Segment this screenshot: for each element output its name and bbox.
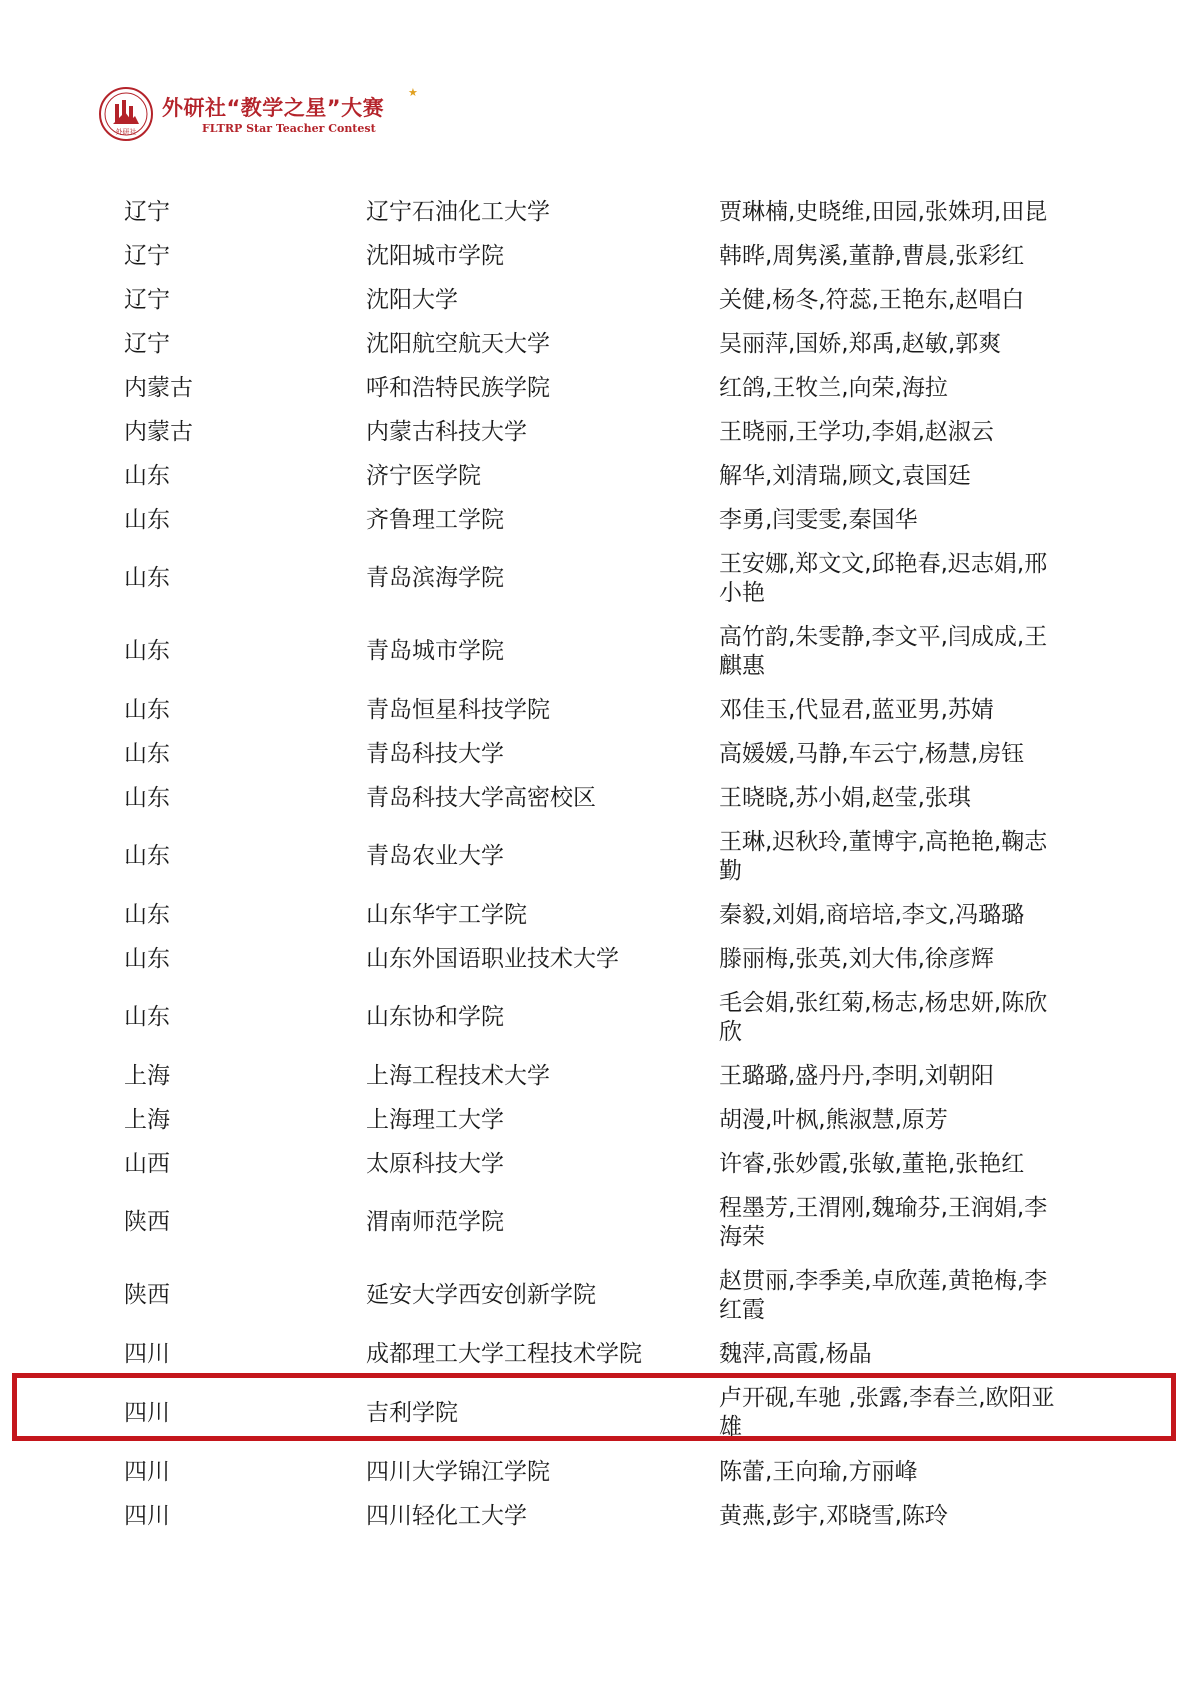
names-cell: 毛会娟,张红菊,杨志,杨忠妍,陈欣欣 <box>719 989 1048 1045</box>
table-row <box>0 542 1190 615</box>
names-cell: 秦毅,刘娟,商培培,李文,冯璐璐 <box>719 901 1025 928</box>
school-cell: 青岛城市学院 <box>366 638 504 664</box>
school-cell: 沈阳航空航天大学 <box>366 330 550 357</box>
table-row <box>0 1450 1190 1494</box>
table-row <box>0 454 1190 498</box>
province-cell: 山西 <box>124 1150 170 1177</box>
table-row <box>0 498 1190 542</box>
table-row <box>0 981 1190 1054</box>
province-cell: 山东 <box>124 901 170 928</box>
school-cell: 山东外国语职业技术大学 <box>366 945 619 972</box>
school-cell: 太原科技大学 <box>366 1150 504 1177</box>
province-cell: 内蒙古 <box>124 374 193 401</box>
school-cell: 青岛滨海学院 <box>366 565 504 591</box>
names-cell: 王璐璐,盛丹丹,李明,刘朝阳 <box>719 1062 994 1089</box>
names-cell: 贾琳楠,史晓维,田园,张姝玥,田昆 <box>719 198 1048 225</box>
province-cell: 辽宁 <box>124 198 170 225</box>
province-cell: 内蒙古 <box>124 418 193 445</box>
school-cell: 成都理工大学工程技术学院 <box>366 1340 642 1367</box>
names-cell: 韩晔,周隽溪,董静,曹晨,张彩红 <box>719 242 1025 269</box>
table-row <box>0 322 1190 366</box>
names-cell: 解华,刘清瑞,顾文,袁国廷 <box>719 462 971 489</box>
school-cell: 延安大学西安创新学院 <box>366 1282 596 1308</box>
names-cell: 红鸽,王牧兰,向荣,海拉 <box>719 374 948 401</box>
names-cell: 赵贯丽,李季美,卓欣莲,黄艳梅,李红霞 <box>719 1267 1048 1323</box>
table-row <box>0 366 1190 410</box>
fltrp-seal-logo <box>98 86 154 142</box>
province-cell: 辽宁 <box>124 242 170 269</box>
names-cell: 陈蕾,王向瑜,方丽峰 <box>719 1458 918 1485</box>
table-row <box>0 615 1190 688</box>
names-cell: 王晓晓,苏小娟,赵莹,张琪 <box>719 784 971 811</box>
table-row <box>0 234 1190 278</box>
svg-text:外研社: 外研社 <box>115 128 137 136</box>
names-cell: 王安娜,郑文文,邱艳春,迟志娟,邢小艳 <box>719 550 1048 606</box>
province-cell: 陕西 <box>124 1209 170 1235</box>
names-cell: 高竹韵,朱雯静,李文平,闫成成,王麒惠 <box>719 623 1048 679</box>
table-row <box>0 190 1190 234</box>
names-cell: 吴丽萍,国娇,郑禹,赵敏,郭爽 <box>719 330 1002 357</box>
province-cell: 四川 <box>124 1502 170 1529</box>
province-cell: 辽宁 <box>124 330 170 357</box>
names-cell: 程墨芳,王渭刚,魏瑜芬,王润娟,李海荣 <box>719 1194 1048 1250</box>
province-cell: 陕西 <box>124 1282 170 1308</box>
table-row <box>0 1054 1190 1098</box>
school-cell: 青岛恒星科技学院 <box>366 696 550 723</box>
table-row <box>0 732 1190 776</box>
school-cell: 渭南师范学院 <box>366 1209 504 1235</box>
names-cell: 许睿,张妙霞,张敏,董艳,张艳红 <box>719 1150 1025 1177</box>
province-cell: 四川 <box>124 1340 170 1367</box>
names-cell: 胡漫,叶枫,熊淑慧,原芳 <box>719 1106 948 1133</box>
school-cell: 呼和浩特民族学院 <box>366 374 550 401</box>
table-row <box>0 1259 1190 1332</box>
table-row <box>0 893 1190 937</box>
school-cell: 辽宁石油化工大学 <box>366 198 550 225</box>
star-icon: ★ <box>408 86 418 99</box>
table-row <box>0 688 1190 732</box>
school-cell: 青岛科技大学 <box>366 740 504 767</box>
table-row <box>0 776 1190 820</box>
province-cell: 山东 <box>124 843 170 869</box>
school-cell: 四川轻化工大学 <box>366 1502 527 1529</box>
province-cell: 山东 <box>124 565 170 591</box>
names-cell: 邓佳玉,代显君,蓝亚男,苏婧 <box>719 696 994 723</box>
province-cell: 山东 <box>124 740 170 767</box>
province-cell: 上海 <box>124 1062 170 1089</box>
province-cell: 山东 <box>124 1004 170 1030</box>
school-cell: 青岛科技大学高密校区 <box>366 784 596 811</box>
province-cell: 山东 <box>124 506 170 533</box>
province-cell: 山东 <box>124 638 170 664</box>
names-cell: 卢开砚,车驰 ,张露,李春兰,欧阳亚雄 <box>719 1385 1055 1440</box>
province-cell: 辽宁 <box>124 286 170 313</box>
school-cell: 青岛农业大学 <box>366 843 504 869</box>
province-cell: 四川 <box>124 1458 170 1485</box>
table-row <box>0 278 1190 322</box>
brand-title-cn: 外研社“教学之星”大赛 <box>162 96 385 120</box>
table-row <box>0 1142 1190 1186</box>
school-cell: 沈阳城市学院 <box>366 242 504 269</box>
names-cell: 高媛媛,马静,车云宁,杨慧,房钰 <box>719 740 1025 767</box>
school-cell: 山东协和学院 <box>366 1004 504 1030</box>
province-cell: 山东 <box>124 945 170 972</box>
table-row <box>0 1376 1190 1450</box>
province-cell: 山东 <box>124 784 170 811</box>
province-cell: 上海 <box>124 1106 170 1133</box>
school-cell: 齐鲁理工学院 <box>366 506 504 533</box>
table-row <box>0 1098 1190 1142</box>
province-cell: 山东 <box>124 462 170 489</box>
names-cell: 李勇,闫雯雯,秦国华 <box>719 506 918 533</box>
province-cell: 山东 <box>124 696 170 723</box>
names-cell: 关健,杨冬,符蕊,王艳东,赵唱白 <box>719 286 1025 313</box>
school-cell: 吉利学院 <box>366 1399 458 1426</box>
names-cell: 黄燕,彭宇,邓晓雪,陈玲 <box>719 1502 948 1529</box>
school-cell: 内蒙古科技大学 <box>366 418 527 445</box>
school-cell: 山东华宇工学院 <box>366 901 527 928</box>
school-cell: 济宁医学院 <box>366 462 481 489</box>
table-row <box>0 1494 1190 1538</box>
province-cell: 四川 <box>124 1399 170 1426</box>
names-cell: 滕丽梅,张英,刘大伟,徐彦辉 <box>719 945 994 972</box>
table-row <box>0 1332 1190 1376</box>
names-cell: 王晓丽,王学功,李娟,赵淑云 <box>719 418 994 445</box>
school-cell: 上海理工大学 <box>366 1106 504 1133</box>
names-cell: 王琳,迟秋玲,董博宇,高艳艳,鞠志勤 <box>719 828 1048 884</box>
brand-header <box>98 86 518 150</box>
winners-table <box>0 190 1190 1538</box>
table-row <box>0 820 1190 893</box>
brand-title-en: FLTRP Star Teacher Contest <box>202 122 376 135</box>
table-row <box>0 937 1190 981</box>
table-row <box>0 1186 1190 1259</box>
names-cell: 魏萍,高霞,杨晶 <box>719 1340 872 1367</box>
school-cell: 四川大学锦江学院 <box>366 1458 550 1485</box>
table-row <box>0 410 1190 454</box>
school-cell: 上海工程技术大学 <box>366 1062 550 1089</box>
school-cell: 沈阳大学 <box>366 286 458 313</box>
